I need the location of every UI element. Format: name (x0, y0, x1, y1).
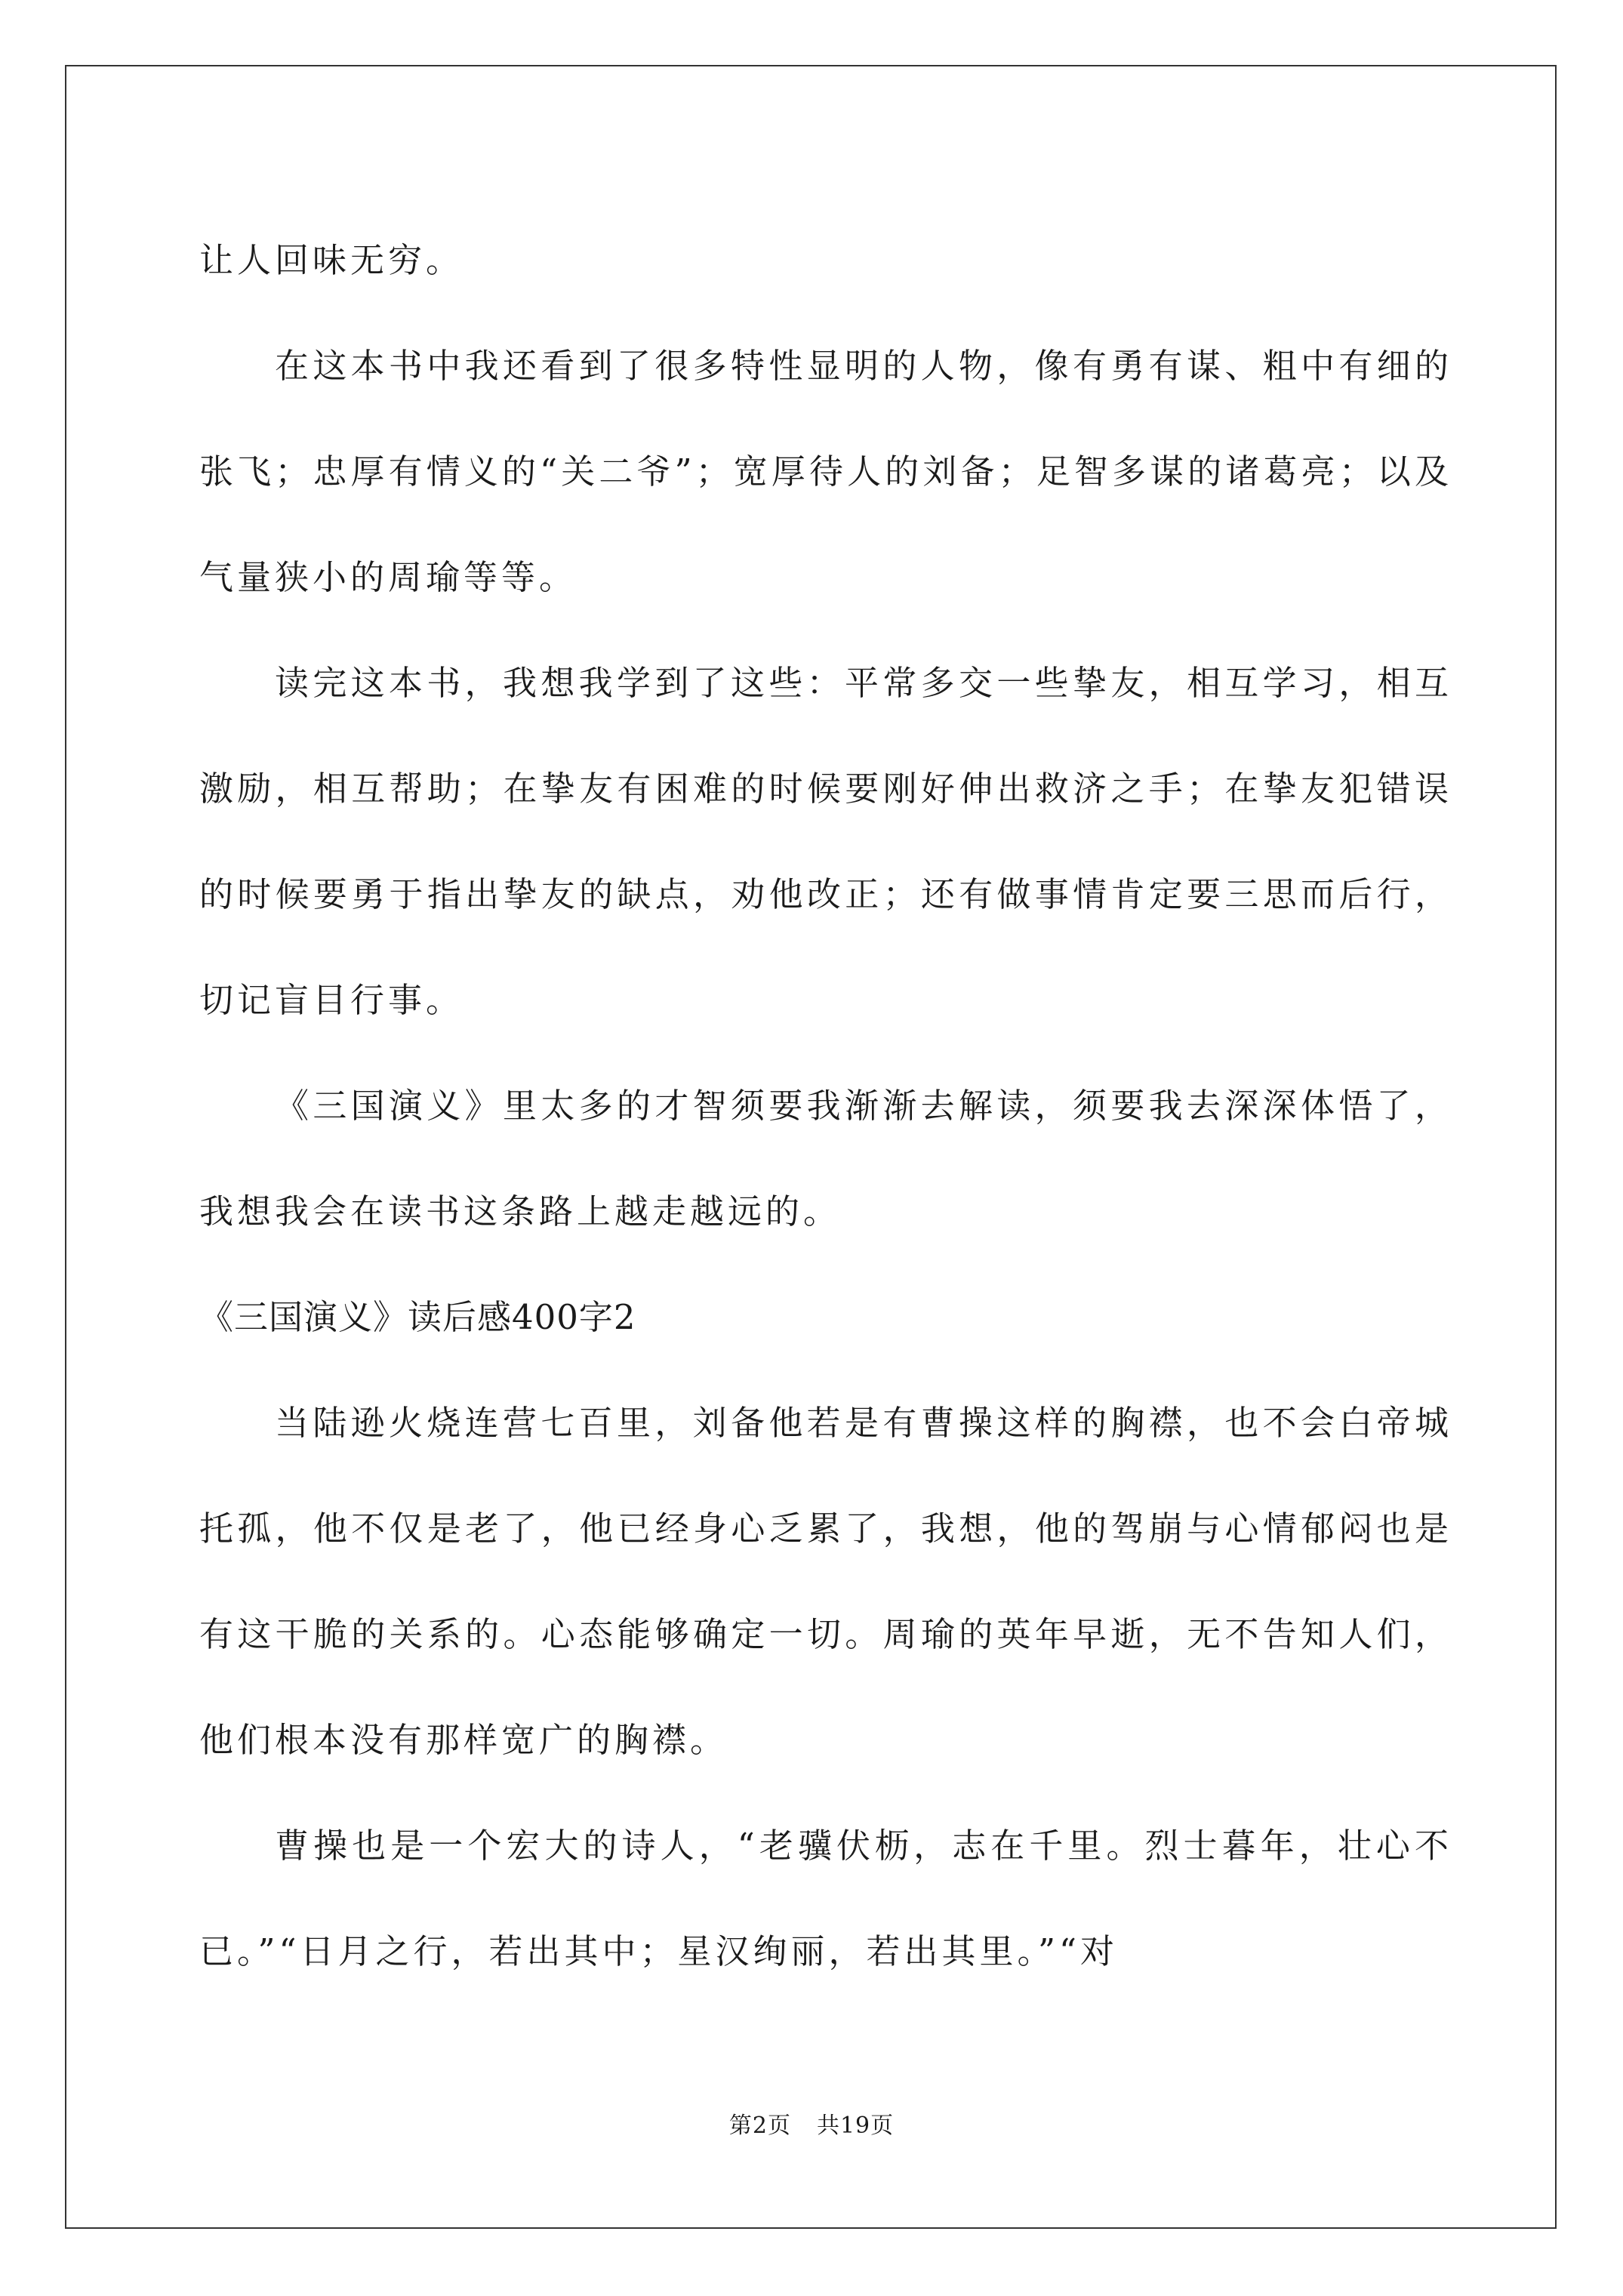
paragraph-caocao-poet: 曹操也是一个宏大的诗人，“老骥伏枥，志在千里。烈士暮年，壮心不已。”“日月之行，若出其中；星汉绚丽，若出其里。”“对 (199, 1826, 1452, 1971)
paragraph-lessons: 读完这本书，我想我学到了这些：平常多交一些挚友，相互学习，相互激励，相互帮助；在挚友有困难的时候要刚好伸出救济之手；在挚友犯错误的时候要勇于指出挚友的缺点，劝他改正；还有做事情肯定要三思而后行，切记盲目行事。 (199, 663, 1452, 1020)
page-number: 第2页 (728, 2113, 791, 2139)
document-body (199, 208, 1452, 2005)
paragraph-continuation: 让人回味无穷。 (199, 240, 464, 280)
page-total: 共19页 (816, 2113, 895, 2139)
paragraph-characters: 在这本书中我还看到了很多特性显明的人物，像有勇有谋、粗中有细的张飞；忠厚有情义的“关二爷”；宽厚待人的刘备；足智多谋的诸葛亮；以及气量狭小的周瑜等等。 (199, 346, 1452, 597)
paragraph-wisdom: 《三国演义》里太多的才智须要我渐渐去解读，须要我去深深体悟了，我想我会在读书这条路上越走越远的。 (199, 1086, 1452, 1231)
section-heading: 《三国演义》读后感400字2 (199, 1297, 636, 1337)
page-footer (0, 2106, 1623, 2140)
paragraph-liubei: 当陆逊火烧连营七百里，刘备他若是有曹操这样的胸襟，也不会白帝城托孤，他不仅是老了，他已经身心乏累了，我想，他的驾崩与心情郁闷也是有这干脆的关系的。心态能够确定一切。周瑜的英年早逝，无不告知人们，他们根本没有那样宽广的胸襟。 (199, 1403, 1452, 1760)
